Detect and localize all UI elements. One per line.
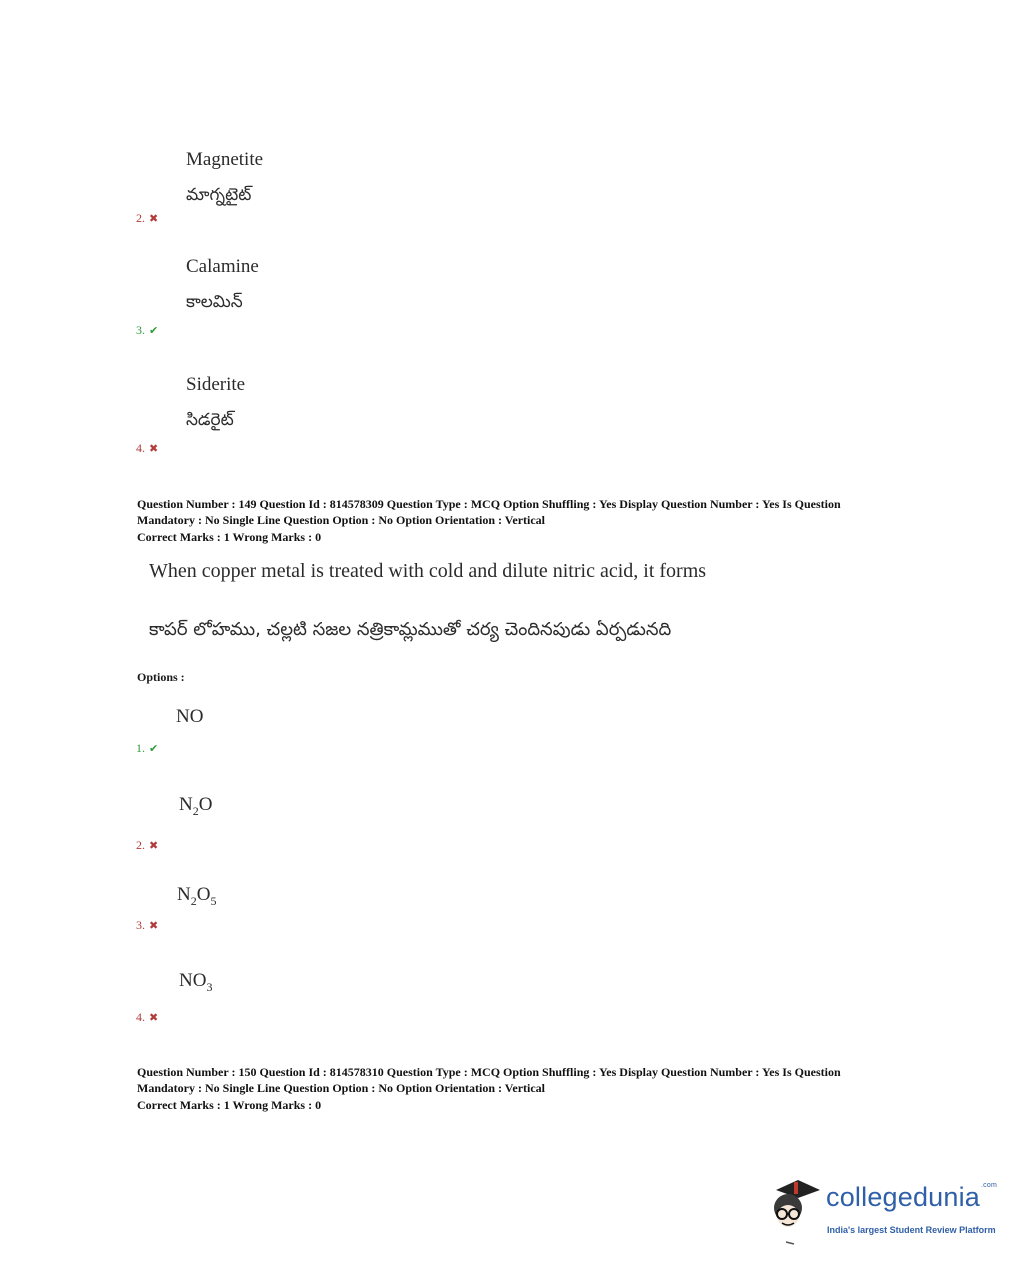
- logo-tagline: India's largest Student Review Platform: [827, 1225, 996, 1235]
- question-text-en: When copper metal is treated with cold and dilute nitric acid, it forms: [149, 560, 707, 582]
- question-meta-150: [137, 1065, 897, 1114]
- wrong-icon: ✖: [149, 920, 159, 932]
- formula-part: NO: [179, 970, 207, 991]
- option-text-te: మాగ్నటైట్: [186, 185, 252, 205]
- option-text-en: Calamine: [186, 256, 259, 277]
- meta-line: Correct Marks : 1 Wrong Marks : 0: [137, 530, 322, 544]
- option-number: 4.: [136, 441, 145, 455]
- option-number-2: [136, 838, 158, 853]
- option-number: 3.: [136, 323, 145, 337]
- option-number: 2.: [136, 211, 145, 225]
- option-text-en: Siderite: [186, 374, 246, 395]
- options-label: Options :: [137, 670, 185, 684]
- logo-suffix: .com: [981, 1182, 998, 1189]
- option-number-2: [136, 211, 158, 226]
- logo-name: collegedunia: [826, 1182, 981, 1212]
- wrong-icon: ✖: [149, 1012, 159, 1024]
- option-text-te: సిడరైట్: [186, 410, 234, 430]
- option-number-4: [136, 441, 158, 456]
- option-number: 4.: [136, 1010, 145, 1024]
- option-number: 2.: [136, 838, 145, 852]
- meta-line: Correct Marks : 1 Wrong Marks : 0: [137, 1098, 322, 1112]
- meta-line: Mandatory : No Single Line Question Option : No Option Orientation : Vertical: [137, 1080, 546, 1095]
- option-number-3: [136, 918, 158, 933]
- formula-subscript: 3: [206, 979, 213, 994]
- option-text-en: Magnetite: [186, 149, 264, 170]
- wrong-icon: ✖: [149, 443, 159, 455]
- formula-part: NO: [176, 706, 204, 727]
- option-number-4: [136, 1010, 158, 1025]
- collegedunia-logo: [766, 1176, 996, 1248]
- formula-part: N: [177, 884, 191, 905]
- formula-part: N: [179, 794, 193, 815]
- formula-part: O: [198, 794, 213, 815]
- question-text-te: కాపర్ లోహము, చల్లటి సజల నత్రికామ్లముతో చర్య చెందినపుడు ఏర్పడునది: [149, 619, 672, 640]
- question-meta-149: [137, 497, 897, 546]
- option-number-1: [136, 741, 158, 756]
- meta-line: Mandatory : No Single Line Question Option : No Option Orientation : Vertical: [137, 512, 546, 527]
- correct-icon: ✔: [149, 743, 159, 755]
- option-formula: [179, 970, 212, 995]
- formula-subscript: 5: [210, 893, 217, 908]
- formula-subscript: 2: [192, 803, 199, 818]
- mascot-icon: [766, 1176, 826, 1248]
- option-formula: [179, 794, 212, 819]
- formula-subscript: 2: [190, 893, 197, 908]
- wrong-icon: ✖: [149, 213, 159, 225]
- meta-line: Question Number : 149 Question Id : 814578309 Question Type : MCQ Option Shuffling : Yes Display Question Number : Yes Is Question: [137, 497, 841, 511]
- option-number: 3.: [136, 918, 145, 932]
- wrong-icon: ✖: [149, 840, 159, 852]
- option-number-3: [136, 323, 158, 338]
- option-text-te: కాలమిన్: [186, 292, 243, 312]
- correct-icon: ✔: [149, 325, 159, 337]
- option-number: 1.: [136, 741, 145, 755]
- formula-part: O: [196, 884, 211, 905]
- logo-wordmark: [826, 1182, 997, 1213]
- meta-line: Question Number : 150 Question Id : 814578310 Question Type : MCQ Option Shuffling : Yes Display Question Number : Yes Is Question: [137, 1065, 841, 1079]
- option-formula: [176, 706, 203, 728]
- option-formula: [177, 884, 216, 909]
